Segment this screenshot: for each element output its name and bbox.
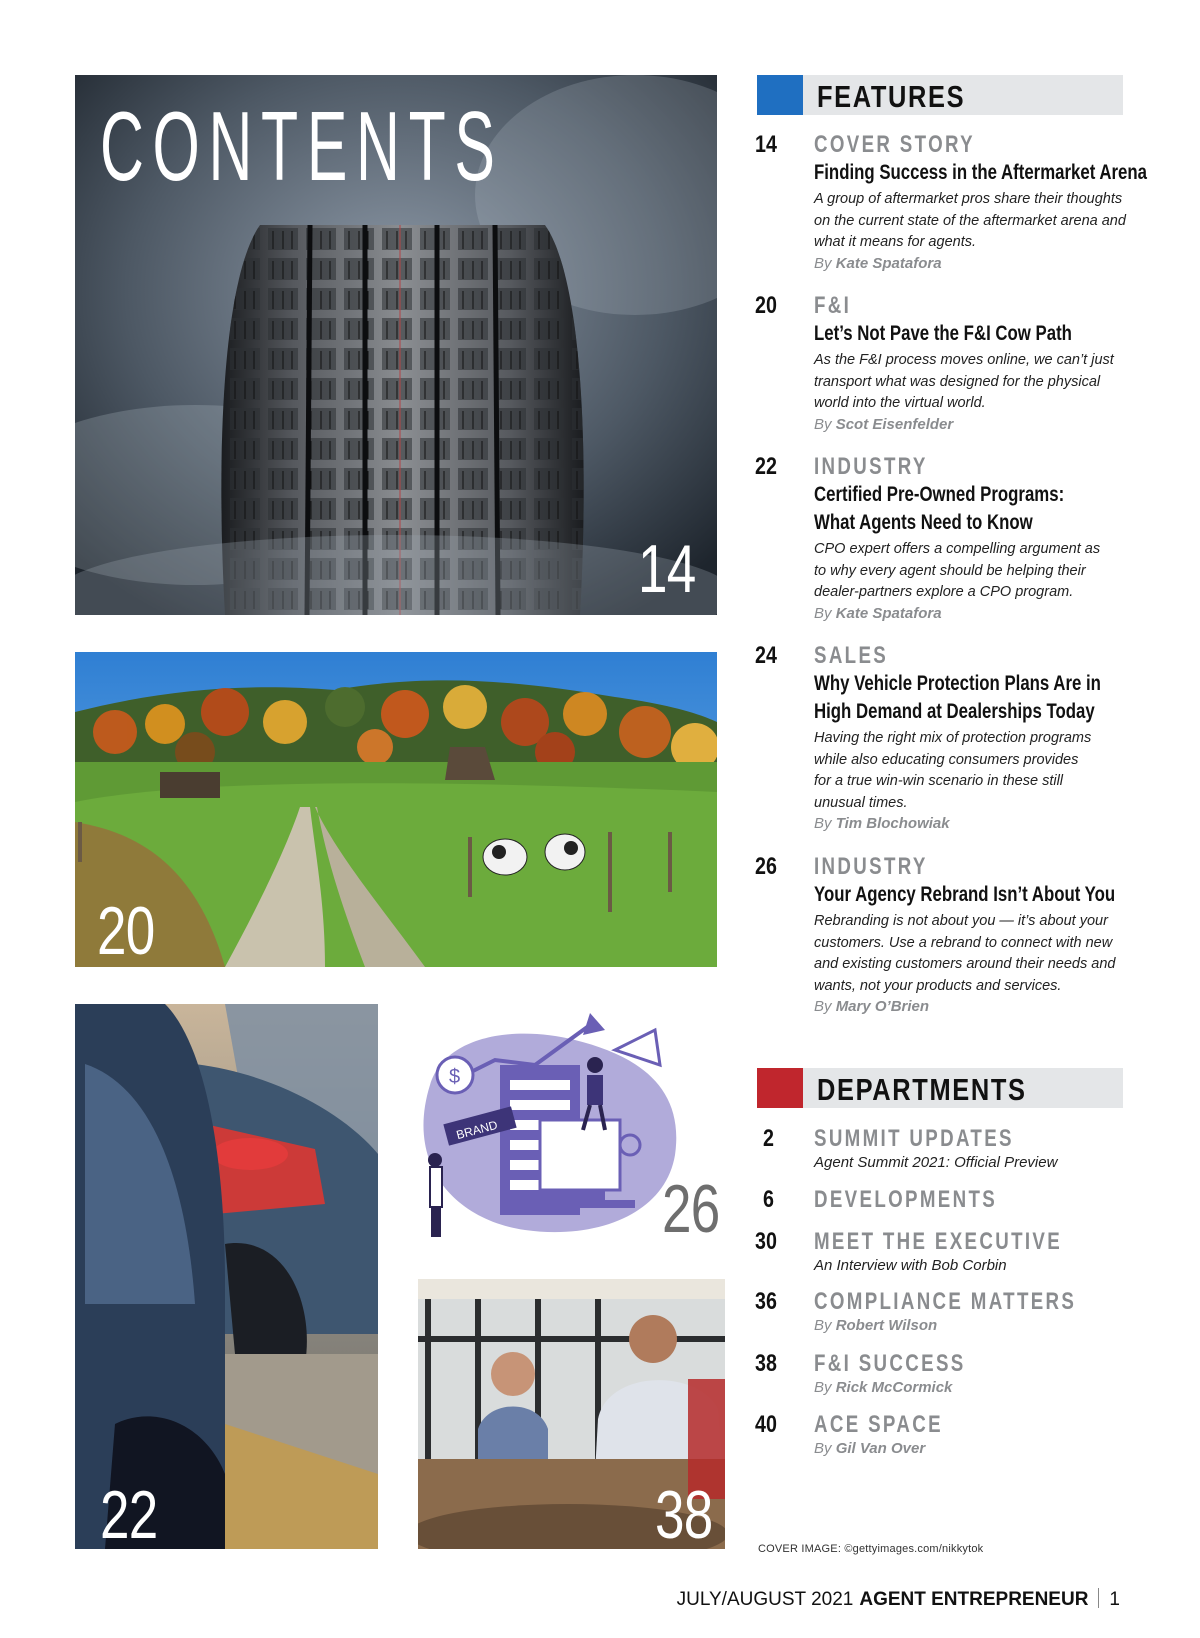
tire-page-number: 14 [638,531,696,607]
farm-image [75,652,717,967]
department-item[interactable] [755,1228,1135,1283]
department-category: ACE SPACE [814,1411,943,1438]
department-byline: By Gil Van Over [814,1440,926,1457]
department-page-number: 6 [763,1186,774,1213]
feature-title: Why Vehicle Protection Plans Are in High Demand at Dealerships Today [814,672,1101,723]
department-byline: By Rick McCormick [814,1379,953,1396]
cars-image [75,1004,378,1549]
brand-illustration [405,1005,725,1247]
feature-category: SALES [814,642,889,669]
feature-category: F&I [814,292,852,319]
feature-description: Having the right mix of protection programs while also educating consumers provides for a true win-win scenario in these still unusual times. [814,730,1092,811]
farm-page-number: 20 [97,893,155,967]
feature-item[interactable] [755,642,1135,832]
feature-title: Your Agency Rebrand Isn’t About You [814,883,1116,906]
tire-photo [75,75,717,615]
department-category: MEET THE EXECUTIVE [814,1228,1063,1255]
meeting-page-number: 38 [655,1477,713,1549]
feature-page-number: 14 [755,131,777,158]
cars-photo [75,1004,378,1549]
department-category: SUMMIT UPDATES [814,1125,1014,1152]
department-page-number: 2 [763,1125,774,1152]
brand-page-number: 26 [662,1171,720,1247]
features-accent-square [757,75,803,115]
features-header [757,75,1123,115]
cover-image-credit: COVER IMAGE: ©gettyimages.com/nikkytok [758,1543,984,1555]
page-footer [677,1588,1120,1611]
contents-title: CONTENTS [100,91,504,201]
department-item[interactable] [755,1350,1135,1405]
department-byline: By Robert Wilson [814,1317,938,1334]
department-subtitle: An Interview with Bob Corbin [814,1257,1007,1274]
department-page-number: 30 [755,1228,777,1255]
feature-byline: By Mary O’Brien [814,998,930,1015]
footer-magazine: AGENT ENTREPRENEUR [859,1589,1089,1610]
department-category: COMPLIANCE MATTERS [814,1288,1077,1315]
feature-byline: By Scot Eisenfelder [814,416,954,433]
feature-description: CPO expert offers a compelling argument as to why every agent should be helping their dealer-partners explore a CPO program. [814,541,1101,600]
feature-item[interactable] [755,292,1135,432]
footer-issue: JULY/AUGUST 2021 [676,1589,854,1610]
cars-page-number: 22 [100,1477,158,1549]
department-subtitle: Agent Summit 2021: Official Preview [814,1154,1058,1171]
footer-page-number: 1 [1109,1589,1120,1610]
department-page-number: 38 [755,1350,777,1377]
feature-title: Certified Pre-Owned Programs: What Agents Need to Know [814,483,1065,534]
department-item[interactable] [755,1411,1135,1466]
footer-divider [1098,1588,1099,1608]
department-page-number: 36 [755,1288,777,1315]
departments-header [757,1068,1123,1108]
feature-category: INDUSTRY [814,853,928,880]
meeting-photo [418,1279,725,1549]
feature-page-number: 22 [755,453,777,480]
feature-title: Let’s Not Pave the F&I Cow Path [814,322,1072,345]
feature-category: COVER STORY [814,131,975,158]
feature-byline: By Kate Spatafora [814,255,942,272]
feature-item[interactable] [755,453,1135,623]
feature-item[interactable] [755,131,1147,272]
feature-page-number: 20 [755,292,777,319]
department-category: DEVELOPMENTS [814,1186,998,1213]
brand-sign-text: BRAND [454,1117,500,1143]
department-item[interactable] [755,1125,1135,1180]
farm-photo [75,652,717,967]
department-category: F&I SUCCESS [814,1350,966,1377]
feature-byline: By Tim Blochowiak [814,815,950,832]
departments-accent-square [757,1068,803,1108]
feature-description: As the F&I process moves online, we can’t just transport what was designed for the physical world into the virtual world. [814,352,1114,411]
feature-item[interactable] [755,853,1135,1023]
features-heading: FEATURES [817,79,966,114]
feature-category: INDUSTRY [814,453,928,480]
department-item[interactable] [755,1186,1135,1216]
department-page-number: 40 [755,1411,777,1438]
svg-text:$: $ [449,1066,461,1088]
feature-description: Rebranding is not about you — it’s about your customers. Use a rebrand to connect with new and existing customers around their needs and wants, not your products and services. [814,913,1116,994]
feature-page-number: 24 [755,642,777,669]
feature-title: Finding Success in the Aftermarket Arena [814,161,1147,184]
feature-page-number: 26 [755,853,777,880]
feature-description: A group of aftermarket pros share their thoughts on the current state of the aftermarket arena and what it means for agents. [814,191,1126,250]
department-item[interactable] [755,1288,1135,1343]
feature-byline: By Kate Spatafora [814,605,942,622]
departments-heading: DEPARTMENTS [817,1072,1027,1107]
